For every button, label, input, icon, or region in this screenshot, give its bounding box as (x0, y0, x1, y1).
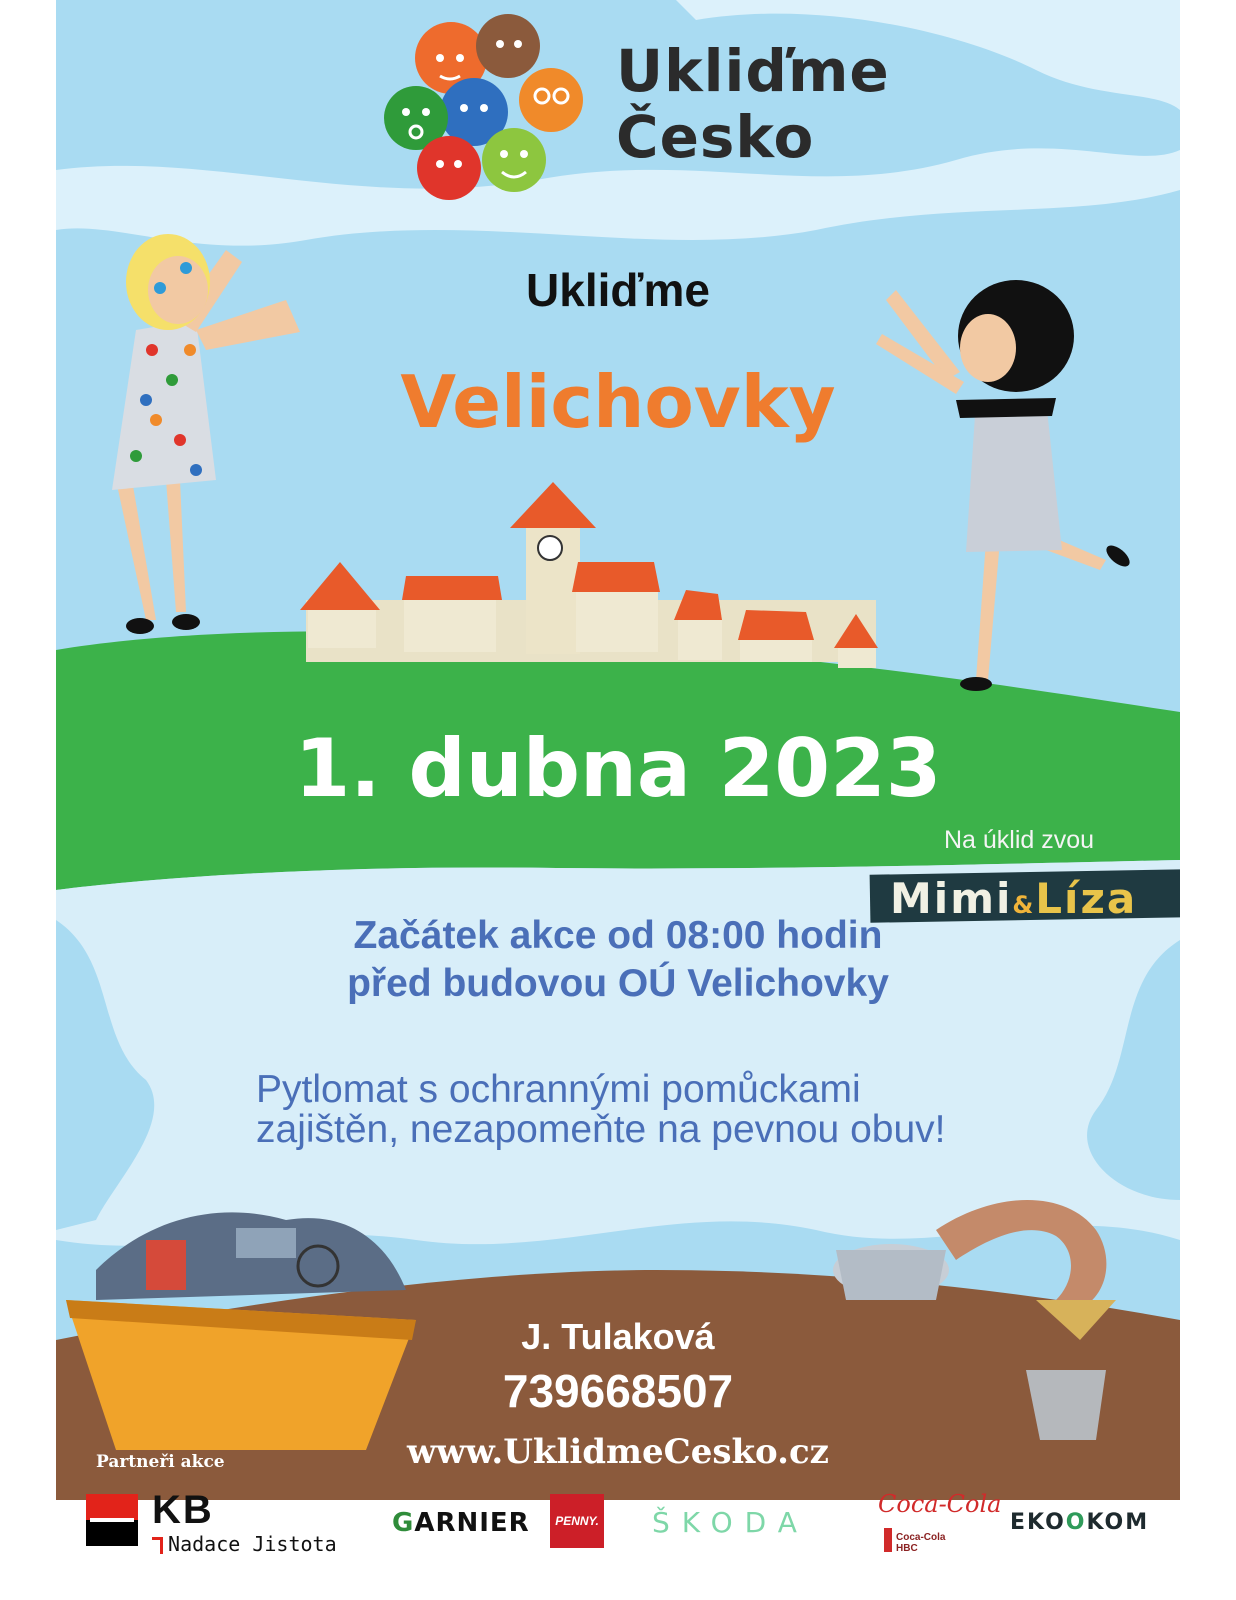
logo-faces-icon (384, 14, 583, 200)
coca-cola-logo: Coca-Cola (878, 1490, 1002, 1518)
coca-cola-hbc: Coca-Cola HBC (896, 1532, 946, 1554)
brand-part-1: Mimi (890, 874, 1013, 923)
event-date: 1. dubna 2023 (294, 722, 942, 815)
sponsor-strip (56, 1480, 1180, 1590)
ekokom-b: KOM (1086, 1510, 1150, 1535)
invite-text: Na úklid zvou (944, 826, 1095, 854)
contact-name: J. Tulaková (521, 1316, 715, 1357)
partners-label: Partneři akce (96, 1452, 225, 1472)
ekokom-logo (1010, 1510, 1149, 1535)
contact-phone: 739668507 (502, 1365, 734, 1417)
kb-sub-text: Nadace Jistota (168, 1532, 337, 1556)
brand-part-2: Líza (1035, 874, 1138, 923)
ekokom-a: EKO (1010, 1510, 1066, 1535)
start-info (56, 912, 1180, 1008)
garnier-rest: ARNIER (414, 1508, 530, 1538)
logo-wordmark (616, 38, 890, 170)
logo-line-2: Česko (616, 103, 815, 171)
website-link[interactable]: www.UklidmeCesko.cz (407, 1432, 829, 1472)
logo-line-1: Ukliďme (616, 37, 890, 105)
skoda-logo: ŠKODA (652, 1506, 809, 1539)
start-line-2: před budovou OÚ Velichovky (347, 962, 889, 1005)
town-illustration (300, 482, 878, 668)
penny-logo: PENNY. (550, 1494, 604, 1548)
equipment-note: Pytlomat s ochrannými pomůckami zajištěn, nezapomeňte na pevnou obuv! (256, 1068, 946, 1151)
girl-dark-illustration (876, 280, 1133, 691)
kb-name: KB (152, 1488, 214, 1532)
headline-lead: Ukliďme (526, 264, 710, 316)
kb-foundation (156, 1532, 337, 1556)
garnier-logo (392, 1508, 530, 1538)
kb-logo-icon (86, 1494, 138, 1546)
brand-amp: & (1012, 891, 1036, 919)
poster (56, 0, 1180, 1500)
start-line-1: Začátek akce od 08:00 hodin (353, 914, 883, 957)
ekokom-o: O (1065, 1510, 1087, 1535)
garnier-g: G (392, 1508, 415, 1538)
headline-place: Velichovky (400, 360, 836, 444)
coca-cola-hbc-icon (884, 1528, 892, 1552)
